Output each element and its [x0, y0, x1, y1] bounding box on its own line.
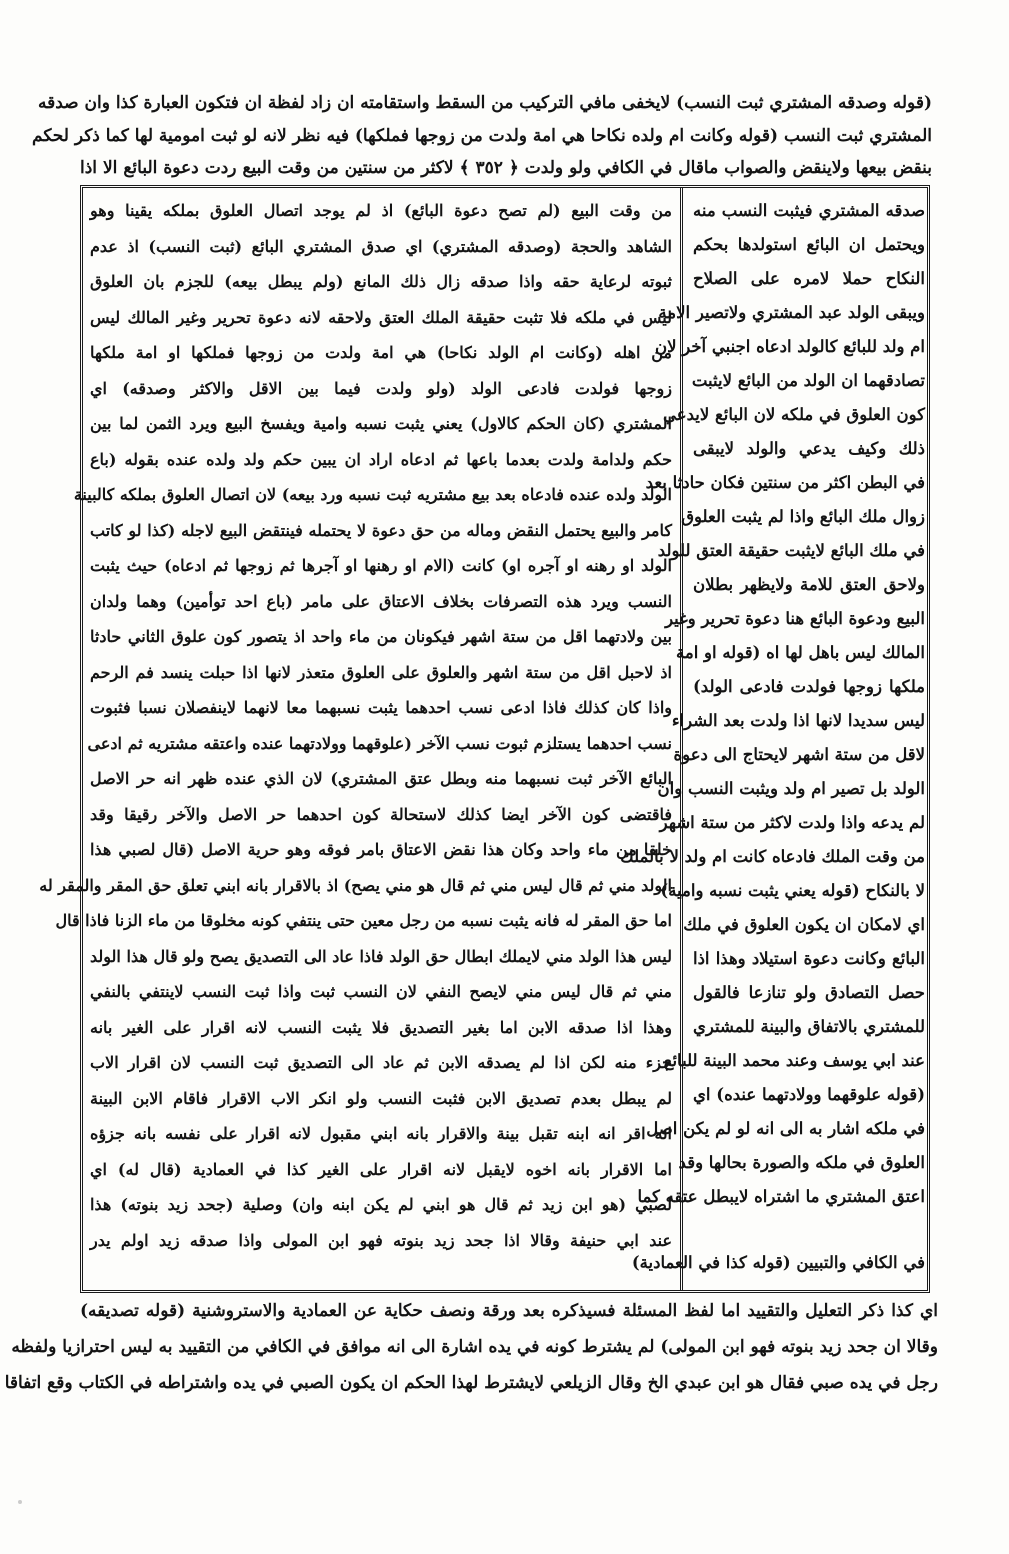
header-line: المشتري ثبت النسب (قوله وكانت ام ولده نكاحا هي امة ولدت من زوجها فملكها) فيه نظر لانه لو ثبت امومية لها كما ذكر لحكم: [32, 126, 932, 146]
margin-line: حصل التصادق ولو تنازعا فالقول: [693, 983, 925, 1002]
margin-line: من وقت الملك فادعاه كانت ام ولد لا بالملك: [620, 847, 925, 866]
main-text-line: فاقتضى كون الآخر ايضا كذلك لاستحالة كون احدهما حر الاصل والآخر رقيقا وقد: [90, 805, 672, 824]
main-text-line: اما حق المقر له فانه يثبت نسبه من رجل معين حتى ينتفي كونه مخلوقا من ماء الزنا فاذا قال: [55, 911, 672, 930]
main-text-line: المشتري (كان الحكم كالاول) يعني يثبت نسبه وامية ويفسخ البيع ويرد الثمن لما بين: [90, 414, 672, 433]
margin-line: في ملكه اشار به الى انه لو لم يكن اصل: [646, 1119, 925, 1138]
footer-line: اي كذا ذكر التعليل والتقييد اما لفظ المسئلة فسيذكره بعد ورقة ونصف حكاية عن العمادية والاستروشنية (قوله تصديقه): [80, 1301, 938, 1321]
margin-line: الولد بل تصير ام ولد ويثبت النسب وان: [657, 779, 925, 798]
margin-line: اي لامكان ان يكون العلوق في ملك: [683, 915, 925, 934]
margin-line: في ملك البائع لايثبت حقيقة العتق للولد: [657, 541, 925, 560]
margin-line: المالك ليس باهل لها اه (قوله او امة: [676, 643, 925, 662]
margin-line: زوال ملك البائع واذا لم يثبت العلوق: [681, 507, 925, 526]
margin-line: البائع وكانت دعوة استيلاد وهذا اذا: [693, 949, 925, 968]
footer-line: وقالا ان جحد زيد بنوته فهو ابن المولى) لم يشترط كونه في يده اشارة الى انه موافق في الكافي من التقييد به ليس احترازيا ولفظه: [11, 1337, 938, 1357]
paper-speck: [18, 1500, 22, 1504]
margin-line: لا بالنكاح (قوله يعني يثبت نسبه وامية): [660, 881, 925, 900]
margin-line: صدقه المشتري فيثبت النسب منه: [693, 201, 925, 220]
main-text-line: لصبي (هو ابن زيد ثم قال هو ابني لم يكن ابنه وان) وصلية (جحد زيد بنوته) هذا: [90, 1195, 672, 1214]
main-text-line: لم يبطل بعدم تصديق الابن فثبت النسب ولو انكر الاب الاقرار فاقام الابن البينة: [90, 1089, 672, 1108]
margin-line: ملكها زوجها فولدت فادعى الولد): [693, 677, 925, 696]
main-text-line: عند ابي حنيفة وقالا اذا جحد زيد بنوته فهو ابن المولى واذا صدقه زيد اولم يدر: [90, 1231, 672, 1250]
main-text-line: انه اقر انه ابنه تقبل بينة والاقرار بانه ابني مقبول لانه اقرار على نفسه بانه جزؤه: [90, 1124, 672, 1143]
main-text-line: مني ثم قال ليس مني لايصح النفي لان النسب ثبت واذا ثبت النسب لاينتفي بالنفي: [90, 982, 672, 1001]
main-text-line: نسب احدهما يستلزم ثبوت نسب الآخر (علوقهما وولادتهما عنده واعتقه مشتريه ثم ادعى: [87, 734, 672, 753]
margin-line: كون العلوق في ملكه لان البائع لايدعي: [662, 405, 925, 424]
main-text-line: ليس هذا الولد مني لايملك ابطال حق الولد فاذا عاد الى التصديق يصح ولو قال هذا الولد: [90, 947, 672, 966]
margin-line: ام ولد للبائع كالولد ادعاه اجنبي آخر لان: [654, 337, 925, 356]
margin-line: النكاح حملا لامره على الصلاح: [693, 269, 925, 288]
main-text-line: اما الاقرار بانه اخوه لايقبل لانه اقرار على الغير كذا في العمادية (قال له) اي: [90, 1160, 672, 1179]
margin-line: لم يدعه واذا ولدت لاكثر من ستة اشهر: [659, 813, 925, 832]
margin-line: (قوله علوقهما وولادتهما عنده) اي: [693, 1085, 925, 1104]
footer-line: رجل في يده صبي فقال هو ابن عبدي الخ وقال الزيلعي لايشترط لهذا الحكم ان يكون الصبي في يده واشتراطه في الكتاب وقع اتفاقا: [4, 1373, 938, 1393]
margin-line: ويحتمل ان البائع استولدها بحكم: [693, 235, 925, 254]
margin-line: في الكافي والتبيين (قوله كذا في العمادية): [631, 1253, 925, 1272]
main-text-line: كامر والبيع يحتمل النقض وماله من حق دعوة لا يحتمله فينتقض البيع لاجله (كذا لو كاتب: [90, 521, 672, 540]
main-text-line: النسب ويرد هذه التصرفات بخلاف الاعتاق على مامر (باع احد توأمين) وهما ولدان: [90, 592, 672, 611]
main-text-line: الولد مني ثم قال ليس مني ثم قال هو مني يصح) اذ بالاقرار بانه ابني تعلق حق المقر والمقر له: [39, 876, 672, 895]
main-text-line: واذا كان كذلك فاذا ادعى نسب احدهما يثبت نسبهما معا لانهما لاينفصلان نسبا فثبوت: [90, 698, 672, 717]
margin-line: ذلك وكيف يدعي والولد لايبقى: [693, 439, 925, 458]
margin-line: للمشتري بالاتفاق والبينة للمشتري: [693, 1017, 925, 1036]
margin-line: اعتق المشتري ما اشتراه لايبطل عتقه كما: [637, 1187, 925, 1206]
margin-line: ليس سديدا لانها اذا ولدت بعد الشراء: [671, 711, 925, 730]
margin-line: لاقل من ستة اشهر لايحتاج الى دعوة: [673, 745, 925, 764]
main-text-line: وهذا اذا صدقه الابن اما بغير التصديق فلا يثبت النسب لانه اقرار على الغير بانه: [90, 1018, 672, 1037]
main-text-line: الولد او رهنه او آجره او) كانت (الام او رهنها او آجرها ثم زوجها ثم ادعاه) حيث يثبت: [90, 556, 672, 575]
margin-line: ويبقى الولد عبد المشتري ولاتصير الامة: [658, 303, 925, 322]
main-text-line: البائع الآخر ثبت نسبهما منه وبطل عتق المشتري) لان الذي عنده ظهر انه حر الاصل: [90, 769, 672, 788]
main-text-line: جزء منه لكن اذا لم يصدقه الابن ثم عاد الى التصديق ثبت النسب لان اقرار الاب: [90, 1053, 672, 1072]
main-text-line: من اهله (وكانت ام الولد نكاحا) هي امة ولدت من زوجها فملكها او امة ملكها: [90, 343, 672, 362]
main-text-line: ليس في ملكه فلا تثبت حقيقة الملك العتق ولاحقه لانه دعوة تحرير وغير المالك ليس: [90, 308, 672, 327]
header-line: (قوله وصدقه المشتري ثبت النسب) لايخفى مافي التركيب من السقط واستقامته ان زاد لفظة ان فتكون العبارة كذا وان صدقه: [37, 93, 932, 113]
margin-line: تصادقهما ان الولد من البائع لايثبت: [691, 371, 925, 390]
main-text-line: الولد ولده عنده فادعاه بعد بيع مشتريه ثبت نسبه ورد بيعه) لان اتصال العلوق بملكه كالبينة: [73, 485, 672, 504]
margin-line: العلوق في ملكه والصورة بحالها وقد: [678, 1153, 925, 1172]
main-text-line: زوجها فولدت فادعى الولد (ولو ولدت فيما بين الاقل والاكثر وصدقه) اي: [90, 379, 672, 398]
main-text-line: الشاهد والحجة (وصدقه المشتري) اي صدق المشتري البائع (ثبت النسب) اذ عدم: [90, 237, 672, 256]
main-text-line: ثبوته لرعاية حقه واذا صدقه زال ذلك المانع (ولم يبطل بيعه) للجزم بان العلوق: [90, 272, 672, 291]
margin-line: عند ابي يوسف وعند محمد البينة للبائع: [663, 1051, 925, 1070]
header-line-with-page-number: بنقض بيعها ولاينقض والصواب ماقال في الكافي ولو ولدت ﴿ ٣٥٢ ﴾ لاكثر من سنتين من وقت البيع ردت دعوة البائع الا اذا: [80, 158, 932, 178]
main-text-line: بين ولادتهما اقل من ستة اشهر فيكونان من ماء واحد اذ يتصور كون علوق الثاني حادثا: [90, 627, 672, 646]
main-text-line: اذ لاحبل اقل من ستة اشهر والعلوق على العلوق متعذر لانها اذا حبلت ينسد فم الرحم: [90, 663, 672, 682]
main-text-line: حكم ولدامة ولدت بعدما باعها ثم ادعاه اراد ان يبين حكم ولد ولده عنده بقوله (باع: [90, 450, 672, 469]
margin-line: البيع ودعوة البائع هنا دعوة تحرير وغير: [665, 609, 925, 628]
main-text-line: من وقت البيع (لم تصح دعوة البائع) اذ لم يوجد اتصال العلوق بملكه يقينا وهو: [90, 201, 672, 220]
margin-line: ولاحق العتق للامة ولايظهر بطلان: [693, 575, 925, 594]
main-text-line: خلقا من ماء واحد وكان هذا نقض الاعتاق بامر فوقه وهو حرية الاصل (قال لصبي هذا: [90, 840, 672, 859]
margin-line: في البطن اكثر من سنتين فكان حادثا بعد: [645, 473, 925, 492]
